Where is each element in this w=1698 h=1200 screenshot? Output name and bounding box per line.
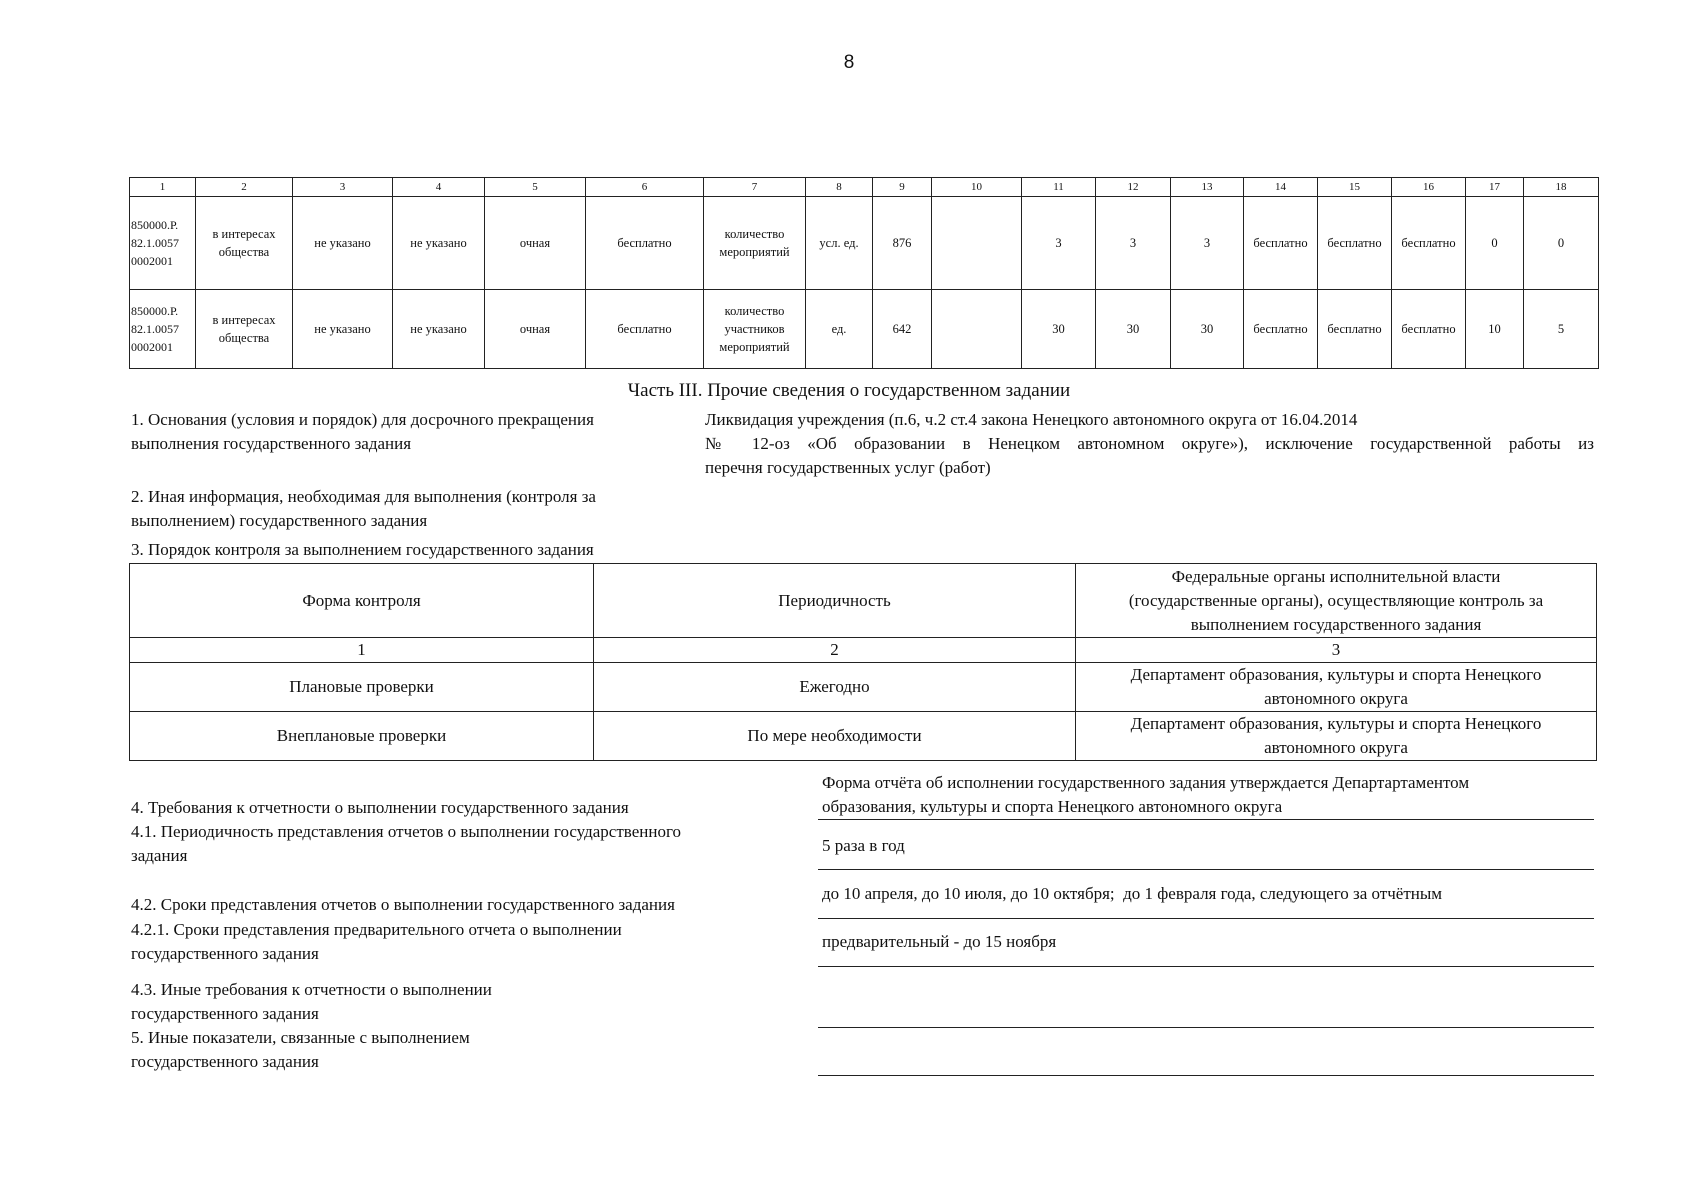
underline [818,1075,1594,1076]
item421-label: 4.2.1. Сроки представления предварительного отчета о выполнении государственного задания [131,920,622,963]
value-cell: 30 [1022,290,1096,369]
cell: не указано [393,290,485,369]
column-number: 13 [1171,178,1244,197]
price-cell: бесплатно [1318,290,1392,369]
column-number: 4 [393,178,485,197]
value-cell: 30 [1171,290,1244,369]
content-cell: в интересах общества [196,290,293,369]
underline [818,918,1594,919]
item41-label: 4.1. Периодичность представления отчетов о выполнении государственного задания [131,822,682,865]
item41-value: 5 раза в год [822,836,905,855]
indicators-header-row [130,178,1599,197]
item1-label: 1. Основания (условия и порядок) для досрочного прекращения выполнения государственного задания [131,410,594,453]
deviation-cell: 10 [1466,290,1524,369]
okei-code-cell: 642 [873,290,932,369]
payment-cell: бесплатно [586,197,704,290]
report-form-note: Форма отчёта об исполнении государственного задания утверждается Департартаментом образования, культуры и спорта Ненецкого автономного округа [822,773,1470,816]
cell [932,290,1022,369]
part-title: Часть III. Прочие сведения о государственном задании [627,380,1071,401]
item1-value: Ликвидация учреждения (п.6, ч.2 ст.4 закона Ненецкого автономного округа от 16.04.2014 № 12-оз «Об образовании в Ненецком автономном округе»), исключение государственной работы из перечня государственных услуг (работ) [705,410,1594,477]
page-number: 8 [843,52,855,73]
column-number: 7 [704,178,806,197]
control-form: Внеплановые проверки [130,712,594,761]
column-number: 16 [1392,178,1466,197]
column-number: 14 [1244,178,1318,197]
table-row [130,663,1597,712]
price-cell: бесплатно [1244,290,1318,369]
underline [818,819,1594,820]
control-form: Плановые проверки [130,663,594,712]
underline [818,869,1594,870]
column-number: 3 [293,178,393,197]
indicator-cell: количество участников мероприятий [704,290,806,369]
deviation-cell: 0 [1466,197,1524,290]
registry-code: 850000.Р. 82.1.0057 0002001 [130,290,196,369]
registry-code: 850000.Р. 82.1.0057 0002001 [130,197,196,290]
cell [932,197,1022,290]
column-number: 5 [485,178,586,197]
control-authority: Департамент образования, культуры и спорта Ненецкого автономного округа [1076,712,1597,761]
value-cell: 3 [1171,197,1244,290]
column-number: 12 [1096,178,1171,197]
control-authority: Департамент образования, культуры и спорта Ненецкого автономного округа [1076,663,1597,712]
deviation-cell: 0 [1524,197,1599,290]
payment-cell: бесплатно [586,290,704,369]
control-header-row [130,564,1597,638]
cell: не указано [293,197,393,290]
item2-label: 2. Иная информация, необходимая для выполнения (контроля за выполнением) государственного задания [131,487,596,530]
value-cell: 30 [1096,290,1171,369]
deviation-cell: 5 [1524,290,1599,369]
cell: не указано [293,290,393,369]
header-authority: Федеральные органы исполнительной власти (государственные органы), осуществляющие контроль за выполнением государственного задания [1076,564,1597,638]
column-number: 2 [196,178,293,197]
unit-cell: ед. [806,290,873,369]
column-number: 18 [1524,178,1599,197]
table-row [130,290,1599,369]
item3-label: 3. Порядок контроля за выполнением государственного задания [131,540,594,559]
form-cell: очная [485,197,586,290]
underline [818,966,1594,967]
indicator-cell: количество мероприятий [704,197,806,290]
column-number: 8 [806,178,873,197]
column-number: 11 [1022,178,1096,197]
column-number: 17 [1466,178,1524,197]
control-period: Ежегодно [594,663,1076,712]
price-cell: бесплатно [1392,197,1466,290]
unit-cell: усл. ед. [806,197,873,290]
control-period: По мере необходимости [594,712,1076,761]
cell: не указано [393,197,485,290]
price-cell: бесплатно [1392,290,1466,369]
column-number: 3 [1076,638,1597,663]
column-number: 1 [130,178,196,197]
content-cell: в интересах общества [196,197,293,290]
item5-label: 5. Иные показатели, связанные с выполнением государственного задания [131,1028,470,1071]
indicators-table [129,177,1599,369]
table-row [130,712,1597,761]
value-cell: 3 [1096,197,1171,290]
item42-value: до 10 апреля, до 10 июля, до 10 октября; до 1 февраля года, следующего за отчётным [822,884,1443,903]
okei-code-cell: 876 [873,197,932,290]
column-number: 15 [1318,178,1392,197]
control-number-row [130,638,1597,663]
column-number: 6 [586,178,704,197]
column-number: 10 [932,178,1022,197]
price-cell: бесплатно [1244,197,1318,290]
control-table [129,563,1597,761]
price-cell: бесплатно [1318,197,1392,290]
header-period: Периодичность [594,564,1076,638]
column-number: 1 [130,638,594,663]
underline [818,1027,1594,1028]
item42-label: 4.2. Сроки представления отчетов о выполнении государственного задания [131,895,675,914]
item43-label: 4.3. Иные требования к отчетности о выполнении государственного задания [131,980,492,1023]
table-row [130,197,1599,290]
item4-label: 4. Требования к отчетности о выполнении государственного задания [131,798,629,817]
column-number: 2 [594,638,1076,663]
item421-value: предварительный - до 15 ноября [822,932,1057,951]
column-number: 9 [873,178,932,197]
header-form: Форма контроля [130,564,594,638]
form-cell: очная [485,290,586,369]
value-cell: 3 [1022,197,1096,290]
